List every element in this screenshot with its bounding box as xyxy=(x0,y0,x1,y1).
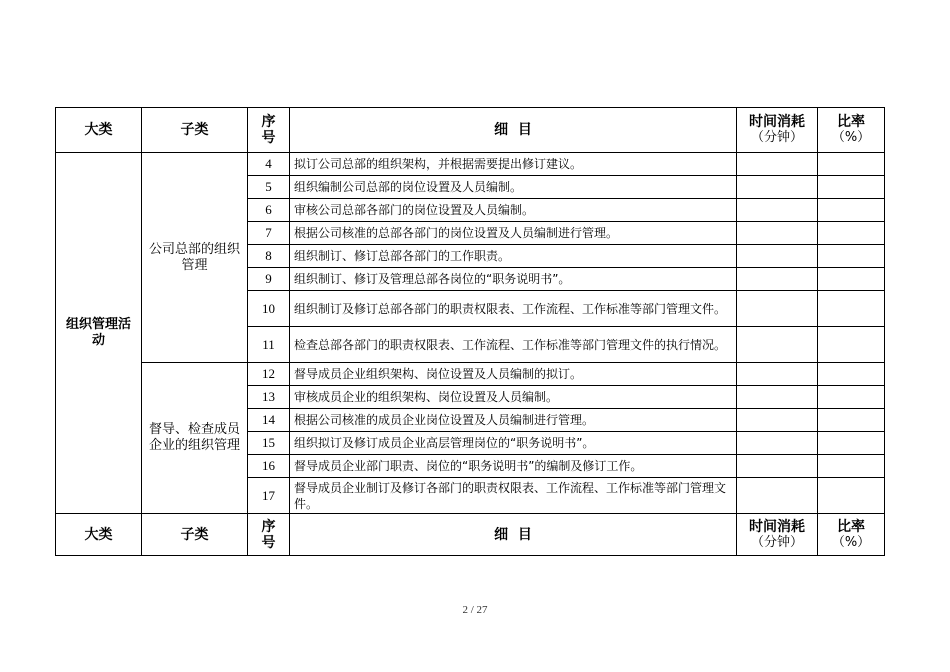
header-detail: 细 目 xyxy=(290,108,737,153)
page-number: 2 / 27 xyxy=(462,604,488,616)
time-cell[interactable] xyxy=(737,291,818,327)
row-number: 17 xyxy=(248,478,290,514)
time-cell[interactable] xyxy=(737,432,818,455)
time-cell[interactable] xyxy=(737,327,818,363)
ratio-cell[interactable] xyxy=(818,245,885,268)
ratio-cell[interactable] xyxy=(818,327,885,363)
ratio-cell[interactable] xyxy=(818,409,885,432)
row-detail: 组织拟订及修订成员企业高层管理岗位的“职务说明书”。 xyxy=(290,432,737,455)
time-cell[interactable] xyxy=(737,222,818,245)
footer-header-seq-line1: 序 xyxy=(261,518,276,535)
table-row xyxy=(56,363,885,386)
row-number: 7 xyxy=(248,222,290,245)
header-time-line2: （分钟） xyxy=(750,130,803,145)
time-cell[interactable] xyxy=(737,363,818,386)
row-detail: 组织制订及修订总部各部门的职责权限表、工作流程、工作标准等部门管理文件。 xyxy=(290,291,737,327)
footer-header-subcategory: 子类 xyxy=(142,514,248,556)
row-number: 11 xyxy=(248,327,290,363)
footer-header-seq xyxy=(248,514,290,556)
header-category: 大类 xyxy=(56,108,142,153)
footer-header-seq-line2: 号 xyxy=(261,534,276,551)
activity-table xyxy=(55,107,885,556)
footer-header-time xyxy=(737,514,818,556)
row-detail: 组织制订、修订及管理总部各岗位的“职务说明书”。 xyxy=(290,268,737,291)
footer-header-time-line2: （分钟） xyxy=(750,534,803,550)
ratio-cell[interactable] xyxy=(818,153,885,176)
footer-header-category: 大类 xyxy=(56,514,142,556)
time-cell[interactable] xyxy=(737,455,818,478)
time-cell[interactable] xyxy=(737,199,818,222)
ratio-cell[interactable] xyxy=(818,386,885,409)
time-cell[interactable] xyxy=(737,176,818,199)
row-number: 14 xyxy=(248,409,290,432)
row-detail: 根据公司核准的成员企业岗位设置及人员编制进行管理。 xyxy=(290,409,737,432)
time-cell[interactable] xyxy=(737,268,818,291)
header-seq-line1: 序 xyxy=(261,114,276,130)
ratio-cell[interactable] xyxy=(818,222,885,245)
row-detail: 督导成员企业部门职责、岗位的“职务说明书”的编制及修订工作。 xyxy=(290,455,737,478)
row-detail: 根据公司核准的总部各部门的岗位设置及人员编制进行管理。 xyxy=(290,222,737,245)
ratio-cell[interactable] xyxy=(818,478,885,514)
time-cell[interactable] xyxy=(737,386,818,409)
header-seq-line2: 号 xyxy=(261,130,276,146)
row-detail: 审核公司总部各部门的岗位设置及人员编制。 xyxy=(290,199,737,222)
table-row xyxy=(56,153,885,176)
footer-header-time-line1: 时间消耗 xyxy=(749,518,805,535)
time-cell[interactable] xyxy=(737,409,818,432)
row-number: 4 xyxy=(248,153,290,176)
header-time-line1: 时间消耗 xyxy=(749,114,805,130)
footer-header-ratio xyxy=(818,514,885,556)
row-number: 16 xyxy=(248,455,290,478)
row-number: 15 xyxy=(248,432,290,455)
ratio-cell[interactable] xyxy=(818,176,885,199)
header-ratio-line1: 比率 xyxy=(837,114,865,130)
ratio-cell[interactable] xyxy=(818,363,885,386)
time-cell[interactable] xyxy=(737,153,818,176)
footer-header-ratio-line2: （%） xyxy=(831,534,871,550)
row-detail: 督导成员企业组织架构、岗位设置及人员编制的拟订。 xyxy=(290,363,737,386)
row-number: 10 xyxy=(248,291,290,327)
header-row xyxy=(56,108,885,153)
ratio-cell[interactable] xyxy=(818,455,885,478)
time-cell[interactable] xyxy=(737,245,818,268)
header-time xyxy=(737,108,818,153)
ratio-cell[interactable] xyxy=(818,268,885,291)
ratio-cell[interactable] xyxy=(818,432,885,455)
row-detail: 拟订公司总部的组织架构，并根据需要提出修订建议。 xyxy=(290,153,737,176)
footer-header-row xyxy=(56,514,885,556)
row-detail: 督导成员企业制订及修订各部门的职责权限表、工作流程、工作标准等部门管理文件。 xyxy=(290,478,737,514)
row-number: 12 xyxy=(248,363,290,386)
row-number: 8 xyxy=(248,245,290,268)
header-subcategory: 子类 xyxy=(142,108,248,153)
header-ratio-line2: （%） xyxy=(831,130,871,145)
row-number: 13 xyxy=(248,386,290,409)
row-detail: 组织制订、修订总部各部门的工作职责。 xyxy=(290,245,737,268)
ratio-cell[interactable] xyxy=(818,291,885,327)
row-detail: 检查总部各部门的职责权限表、工作流程、工作标准等部门管理文件的执行情况。 xyxy=(290,327,737,363)
row-number: 9 xyxy=(248,268,290,291)
footer-header-detail: 细 目 xyxy=(290,514,737,556)
subcategory-cell: 公司总部的组织管理 xyxy=(142,153,248,363)
row-detail: 组织编制公司总部的岗位设置及人员编制。 xyxy=(290,176,737,199)
row-number: 5 xyxy=(248,176,290,199)
category-cell: 组织管理活动 xyxy=(56,153,142,514)
footer-header-ratio-line1: 比率 xyxy=(837,518,865,535)
header-ratio xyxy=(818,108,885,153)
header-seq xyxy=(248,108,290,153)
subcategory-cell: 督导、检查成员企业的组织管理 xyxy=(142,363,248,514)
row-number: 6 xyxy=(248,199,290,222)
time-cell[interactable] xyxy=(737,478,818,514)
ratio-cell[interactable] xyxy=(818,199,885,222)
row-detail: 审核成员企业的组织架构、岗位设置及人员编制。 xyxy=(290,386,737,409)
